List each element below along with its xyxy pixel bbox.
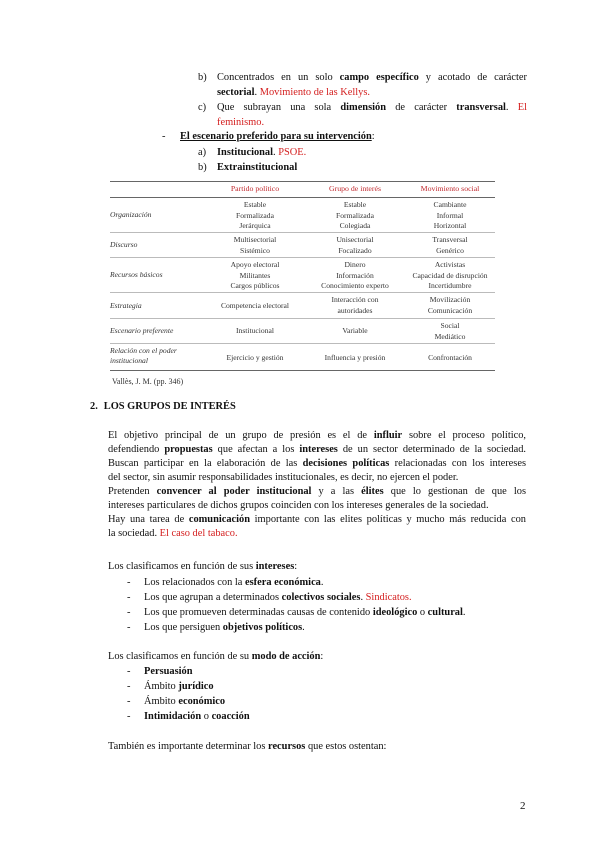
list-item-b-line2: sectorial. Movimiento de las Kellys. [217, 87, 370, 98]
text: de carácter [395, 102, 448, 113]
list-item: - Los que promueven determinadas causas de contenido ideológico o cultural. [127, 607, 466, 618]
bold-text: influir [373, 430, 403, 441]
paragraph-line [108, 458, 526, 469]
section-title: LOS GRUPOS DE INTERÉS [103, 401, 236, 412]
cell: Unisectorial [336, 235, 374, 244]
section-heading [90, 401, 236, 412]
text: que estos ostentan: [307, 741, 387, 752]
row-label: Organización [110, 210, 152, 219]
text: Los que persiguen [144, 622, 221, 633]
text: Los clasificamos en función de su [108, 651, 250, 662]
bold-text: modo de acción [251, 651, 321, 662]
scenario-dash: - [162, 131, 166, 142]
cell: Mediático [434, 331, 466, 341]
paragraph-line: del sector, sin asumir responsabilidades institucionales, es decir, no ejercen el poder. [108, 472, 459, 483]
cell: Capacidad de disrupción [412, 270, 488, 280]
list-item: - Los relacionados con la esfera económica. [127, 577, 324, 588]
cell: Sistémico [240, 245, 270, 255]
cell: Comunicación [427, 305, 473, 315]
text: relacionadas con los intereses [394, 458, 526, 469]
marker: a) [198, 147, 207, 158]
list-item: - Ámbito económico [127, 696, 226, 707]
text: Ámbito [144, 681, 179, 692]
cell: Institucional [236, 326, 274, 335]
table-row [110, 198, 495, 233]
cell: Colegiada [339, 221, 371, 230]
text: Buscan participar en la elaboración de las [108, 458, 298, 469]
list-marker-c: c) [198, 102, 207, 113]
list-item: - Persuasión [127, 666, 193, 677]
table-row [110, 233, 495, 258]
bold-text: intereses [299, 444, 338, 455]
list-item-b-line1 [217, 72, 527, 83]
cell: Dinero [344, 260, 366, 269]
bold-text: campo específico [339, 72, 419, 83]
row-label: Estrategia [110, 301, 142, 310]
bold-text: intereses [255, 561, 295, 572]
bold-text: Extrainstitucional [217, 162, 298, 173]
text: Hay una tarea de [108, 514, 185, 525]
text: Los clasificamos en función de sus [108, 561, 254, 572]
cell: Jerárquica [239, 221, 271, 230]
cell: Cambiante [433, 200, 467, 209]
cell: Formalizada [336, 210, 374, 220]
bold-text: económico [178, 696, 226, 707]
highlight-text: El [517, 102, 527, 113]
text: defendiendo [108, 444, 160, 455]
cell: Ejercicio y gestión [226, 353, 284, 362]
text: Los que promueven determinadas causas de contenido [144, 607, 371, 618]
bold-text: comunicación [188, 514, 251, 525]
text: importante con las elites políticas y mucho más reducida con [254, 514, 526, 525]
highlight-text: PSOE. [278, 147, 307, 158]
text: que afectan a los [217, 444, 295, 455]
section-number: 2. [90, 401, 98, 412]
page-number: 2 [520, 800, 526, 812]
text: y a las [318, 486, 355, 497]
text: y acotado de carácter [425, 72, 527, 83]
cell: Incertidumbre [428, 281, 472, 290]
scenario-item-b [198, 162, 297, 173]
paragraph-line [108, 430, 526, 441]
table-row [110, 258, 495, 293]
cell: Formalizada [236, 210, 274, 220]
list-item: - Ámbito jurídico [127, 681, 214, 692]
cell: Variable [342, 326, 368, 335]
text: la sociedad. [108, 528, 158, 539]
text: Pretenden [108, 486, 150, 497]
list-item-c-line1: Que subrayan una sola dimensión de carácter transversal. El [217, 102, 527, 113]
bold-text: jurídico [178, 681, 214, 692]
cell: Competencia electoral [220, 301, 290, 310]
paragraph-line [108, 528, 238, 539]
text: Concentrados en un solo [217, 72, 333, 83]
cell: Conocimiento experto [321, 281, 389, 290]
text: Que subrayan una sola [217, 102, 332, 113]
scenario-heading [180, 131, 375, 142]
cell: Genérico [436, 245, 464, 255]
bold-text: Institucional [217, 147, 274, 158]
table-header: Grupo de interés [329, 184, 381, 193]
text: de un sector determinado de la sociedad. [342, 444, 526, 455]
text: . [273, 147, 276, 158]
bold-text: convencer al poder institucional [156, 486, 312, 497]
cell: Informal [436, 210, 464, 220]
text: . [302, 622, 305, 633]
text: . [462, 607, 466, 618]
bold-text: Persuasión [144, 666, 193, 677]
list-item: - Intimidación o coacción [127, 711, 250, 722]
bold-text: coacción [211, 711, 250, 722]
cell: Información [336, 270, 374, 280]
marker: b) [198, 162, 207, 173]
paragraph-line [108, 486, 526, 497]
bold-text: objetivos políticos [222, 622, 303, 633]
bold-text: cultural [427, 607, 463, 618]
bold-text: propuestas [164, 444, 213, 455]
text: : [294, 561, 298, 572]
bold-text: decisiones políticas [302, 458, 390, 469]
cell: Estable [343, 200, 367, 209]
row-label: Discurso [110, 240, 138, 249]
text: : [371, 131, 375, 142]
highlight-text: El caso del tabaco. [159, 528, 238, 539]
cell: Horizontal [433, 221, 467, 230]
list-marker-b: b) [198, 72, 207, 83]
paragraph-line [108, 444, 526, 455]
paragraph-line: intereses particulares de dichos grupos coinciden con los intereses generales de la sociedad. [108, 500, 489, 511]
list-item: - Los que agrupan a determinados colectivos sociales. Sindicatos. [127, 592, 412, 603]
text: Ámbito [144, 696, 179, 707]
text: sobre el proceso político, [408, 430, 526, 441]
bold-text: recursos [268, 741, 306, 752]
intereses-intro [108, 561, 297, 572]
accion-intro [108, 651, 323, 662]
text: . [320, 577, 324, 588]
table-header: Movimiento social [420, 184, 480, 193]
paragraph-line [108, 514, 526, 525]
table-row [110, 319, 495, 344]
cell: Militantes [239, 270, 271, 280]
cell: Focalizado [338, 245, 372, 255]
table-source: Vallès, J. M. (pp. 346) [112, 377, 184, 386]
text: : [320, 651, 324, 662]
cell: Multisectorial [233, 235, 277, 244]
bold-text: Intimidación [144, 711, 202, 722]
highlight-text: Movimiento de las Kellys. [259, 87, 370, 98]
bold-text: esfera económica [245, 577, 321, 588]
bold-text: ideológico [372, 607, 418, 618]
text: o [201, 711, 212, 722]
cell: autoridades [337, 305, 373, 315]
cell: Interacción con [331, 295, 379, 304]
cell: Transversal [432, 235, 468, 244]
list-item: - Los que persiguen objetivos políticos. [127, 622, 305, 633]
cell: Estable [243, 200, 267, 209]
list-item-c-line2: feminismo. [217, 117, 265, 128]
cell: Social [440, 321, 460, 330]
recursos-line [108, 741, 386, 752]
table-header: Partido político [230, 184, 280, 193]
cell: Activistas [434, 260, 466, 269]
heading-text: El escenario preferido para su intervención [180, 131, 372, 142]
text: Los relacionados con la [144, 577, 243, 588]
table-row [110, 344, 495, 371]
cell: Apoyo electoral [230, 260, 280, 269]
table-row [110, 293, 495, 319]
text: que lo gestionan de que los [390, 486, 526, 497]
cell: Cargos públicos [230, 281, 280, 290]
row-label: Relación con el poder institucional [110, 346, 177, 365]
bold-text: colectivos sociales [281, 592, 361, 603]
text: . [360, 592, 364, 603]
cell: Confrontación [428, 353, 472, 362]
bold-text: transversal [456, 102, 506, 113]
highlight-text: Sindicatos. [365, 592, 412, 603]
scenario-item-a [198, 147, 306, 158]
row-label: Recursos básicos [110, 270, 163, 279]
cell: Influencia y presión [324, 353, 386, 362]
bold-text: dimensión [340, 102, 386, 113]
text: También es importante determinar los [108, 741, 266, 752]
cell: Movilización [429, 295, 471, 304]
text: o [417, 607, 428, 618]
text: Los que agrupan a determinados [144, 592, 280, 603]
bold-text: sectorial [217, 87, 255, 98]
row-label: Escenario preferente [110, 326, 174, 335]
bold-text: élites [361, 486, 384, 497]
text: El objetivo principal de un grupo de presión es el de [108, 430, 368, 441]
